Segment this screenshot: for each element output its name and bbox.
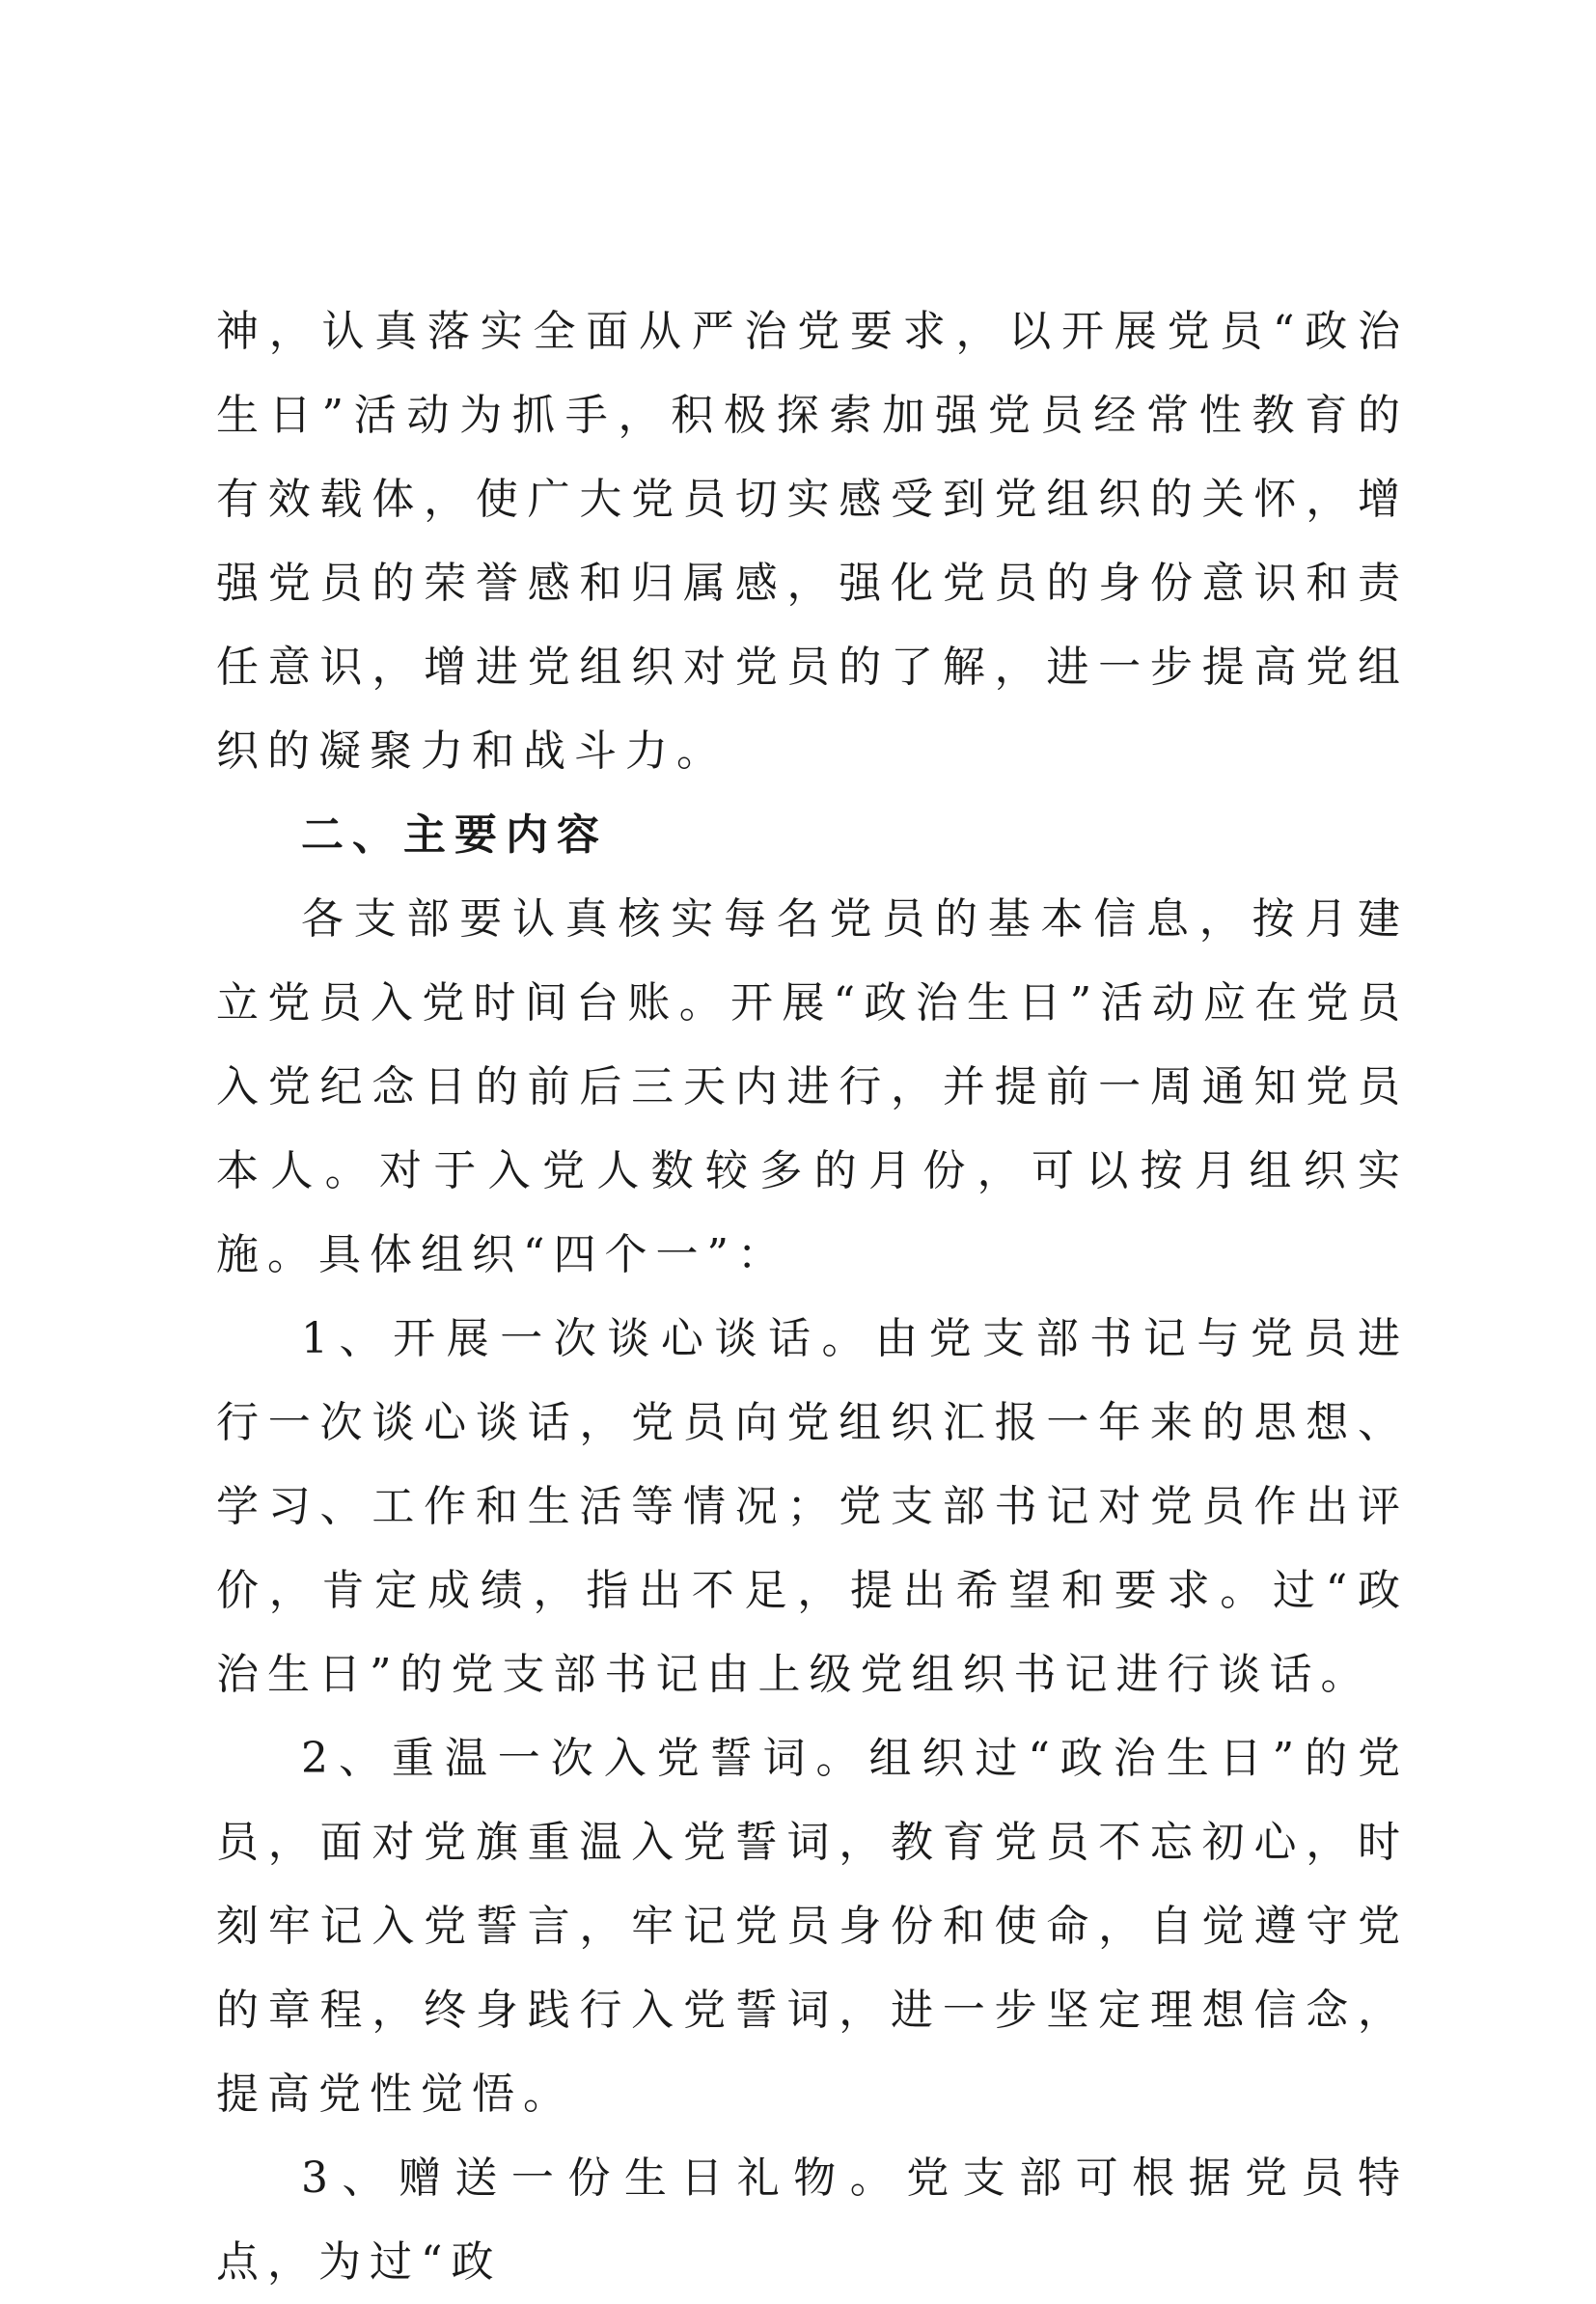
paragraph-basic-info: 各支部要认真核实每名党员的基本信息，按月建立党员入党时间台账。开展“政治生日”活动应在党员入党纪念日的前后三天内进行，并提前一周通知党员本人。对于入党人数较多的月份，可以按月组织实施。具体组织“四个一”： xyxy=(216,894,1409,1279)
paragraph-item-3-gift: 3、赠送一份生日礼物。党支部可根据党员特点，为过“政 xyxy=(216,2153,1409,2287)
section-heading-main-content: 二、主要内容 xyxy=(301,810,608,860)
paragraph-continuation: 神，认真落实全面从严治党要求，以开展党员“政治生日”活动为抓手，积极探索加强党员经常性教育的有效载体，使广大党员切实感受到党组织的关怀，增强党员的荣誉感和归属感，强化党员的身份意识和责任意识，增进党组织对党员的了解，进一步提高党组织的凝聚力和战斗力。 xyxy=(216,307,1409,776)
document-body xyxy=(216,289,1409,2304)
paragraph-item-2-oath: 2、重温一次入党誓词。组织过“政治生日”的党员，面对党旗重温入党誓词，教育党员不忘初心，时刻牢记入党誓言，牢记党员身份和使命，自觉遵守党的章程，终身践行入党誓词，进一步坚定理想信念，提高党性觉悟。 xyxy=(216,1734,1409,2119)
paragraph-item-1-talk: 1、开展一次谈心谈话。由党支部书记与党员进行一次谈心谈话，党员向党组织汇报一年来的思想、学习、工作和生活等情况；党支部书记对党员作出评价，肯定成绩，指出不足，提出希望和要求。过“政治生日”的党支部书记由上级党组织书记进行谈话。 xyxy=(216,1314,1409,1699)
